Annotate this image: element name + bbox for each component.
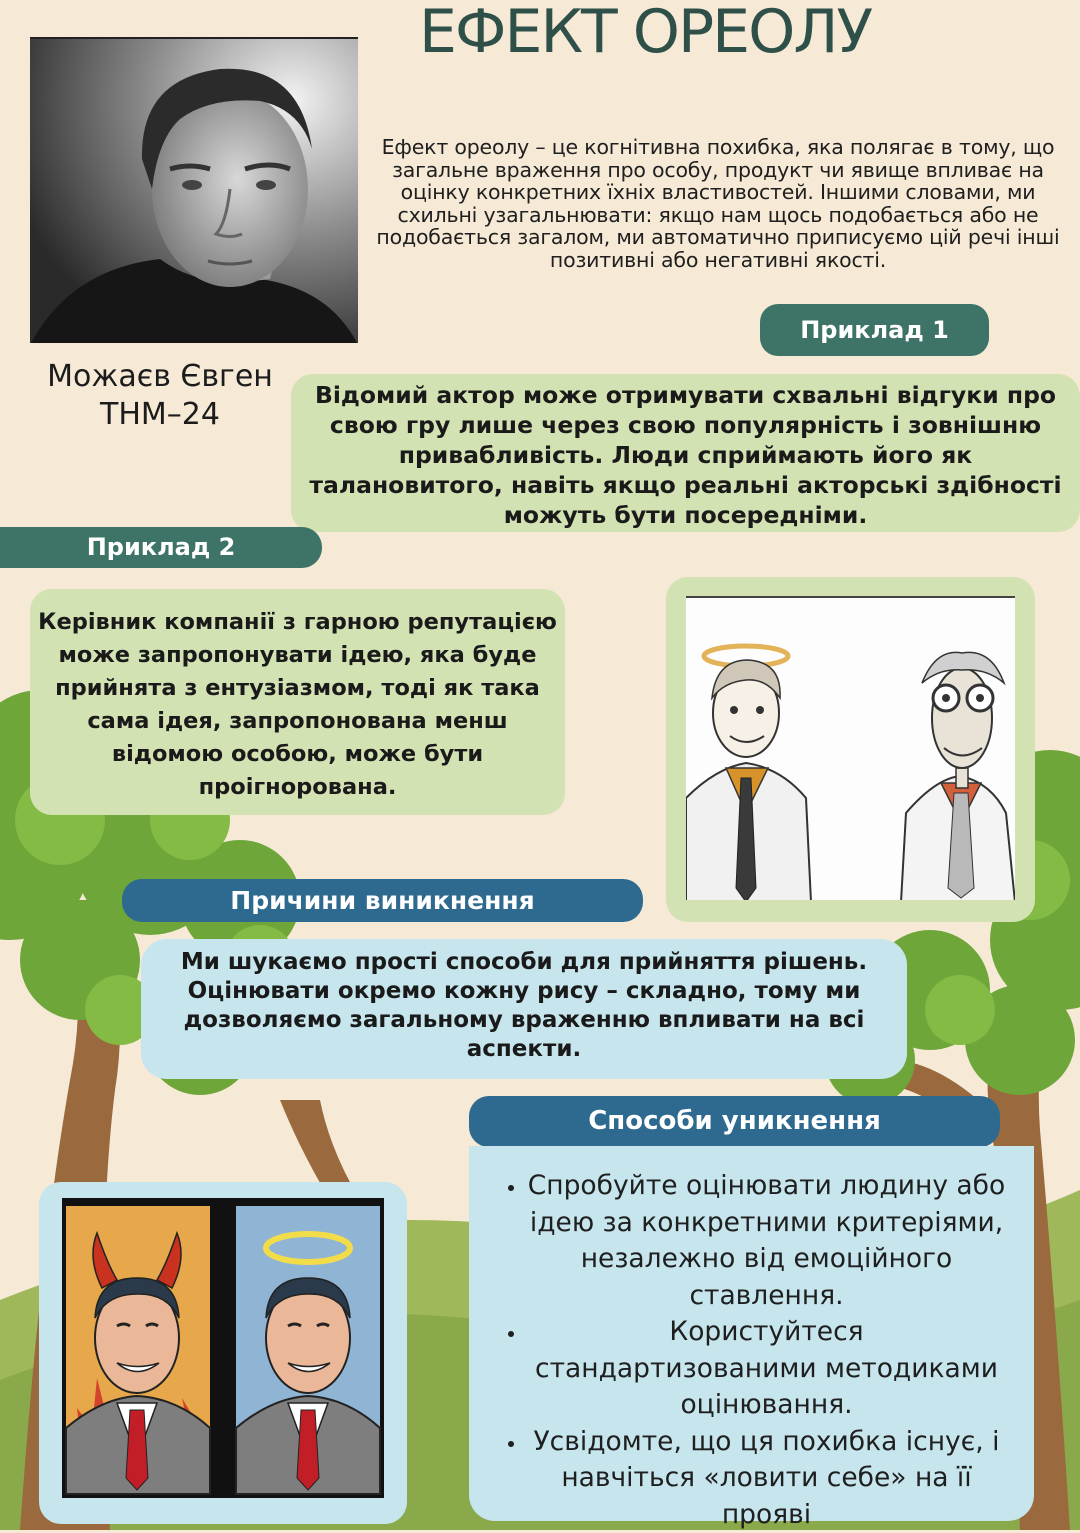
list-item: • Усвідомте, що ця похибка існує, і навчіться «ловити себе» на її прояві bbox=[527, 1424, 1006, 1533]
avoid-label: Способи уникнення bbox=[469, 1096, 1000, 1147]
avoid-box bbox=[469, 1146, 1034, 1521]
example-2-text: Керівник компанії з гарною репутацією може запропонувати ідею, яка буде прийнята з ентузіазмом, тоді як така сама ідея, запропонована менш відомою особою, може бути проігнорована. bbox=[30, 589, 565, 815]
list-item: • Користуйтеся стандартизованими методиками оцінювання. bbox=[527, 1314, 1006, 1424]
author-photo bbox=[30, 37, 358, 343]
example-1-text: Відомий актор може отримувати схвальні відгуки про свою гру лише через свою популярність і зовнішню привабливість. Люди сприймають його як талановитого, навіть якщо реальні акторські здібності можуть бути посередніми. bbox=[291, 374, 1080, 532]
example-2-label: Приклад 2 bbox=[0, 527, 322, 568]
portrait-image bbox=[30, 39, 358, 343]
author-group: ТНМ–24 bbox=[30, 396, 290, 434]
avoid-list bbox=[497, 1168, 1006, 1533]
author-name: Можаєв Євген bbox=[30, 358, 290, 396]
causes-text: Ми шукаємо прості способи для прийняття рішень. Оцінювати окремо кожну рису – складно, тому ми дозволяємо загальному враженню впливати на всі аспекти. bbox=[141, 939, 907, 1079]
halo-scientists-illustration bbox=[686, 596, 1015, 900]
intro-text: Ефект ореолу – це когнітивна похибка, яка полягає в тому, що загальне враження про особу, продукт чи явище впливає на оцінку конкретних їхніх властивостей. Іншими словами, ми схильні узагальнювати: якщо нам щось подобається або не подобається загалом, ми автоматично приписуємо цій речі інші позитивні або негативні якості. bbox=[358, 136, 1078, 271]
page-title: ЕФЕКТ ОРЕОЛУ bbox=[385, 0, 905, 72]
causes-label: Причини виникнення bbox=[122, 879, 643, 922]
author-block bbox=[30, 358, 290, 434]
list-item: • Спробуйте оцінювати людину або ідею за конкретними критеріями, незалежно від емоційного ставлення. bbox=[527, 1168, 1006, 1314]
devil-angel-illustration bbox=[62, 1198, 384, 1498]
example-1-label: Приклад 1 bbox=[760, 304, 989, 356]
